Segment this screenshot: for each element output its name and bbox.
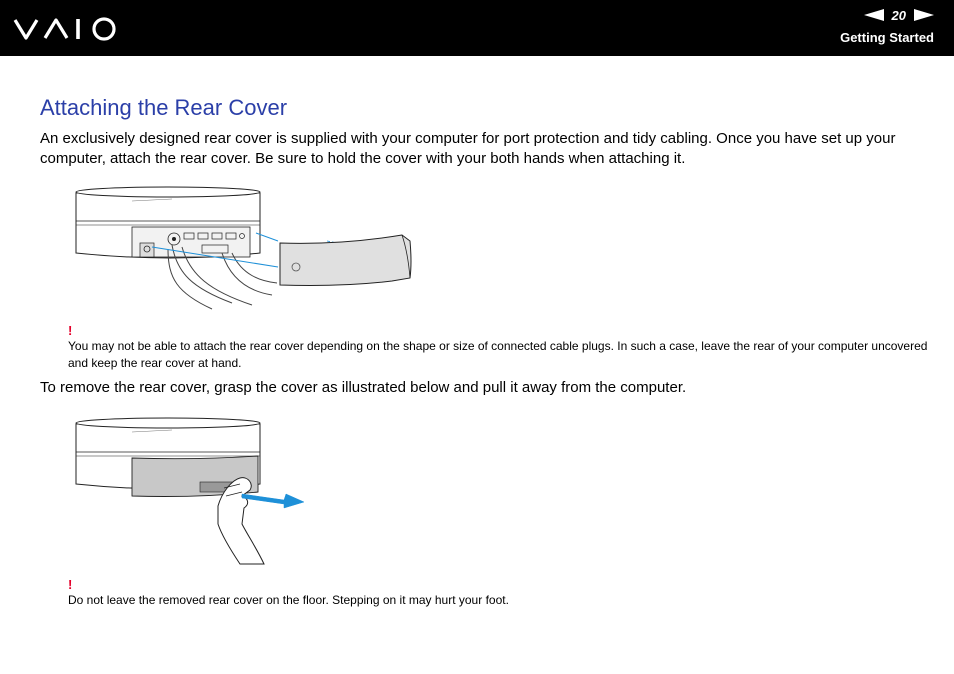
note-floor-warning: Do not leave the removed rear cover on the floor. Stepping on it may hurt your foot.: [68, 593, 509, 607]
vaio-logo: [12, 14, 122, 42]
intro-paragraph: An exclusively designed rear cover is supplied with your computer for port protection and tidy cabling. Once you have set up your computer, attach the rear cover. Be sure to hold the cover with your both hands when attaching it.: [40, 130, 896, 167]
page-title: Attaching the Rear Cover: [40, 95, 288, 120]
remove-rear-cover-illustration: [72, 414, 312, 569]
next-page-icon[interactable]: [914, 9, 934, 21]
note-cable-plugs: You may not be able to attach the rear cover depending on the shape or size of connected cable plugs. In such a case, leave the rear of your computer uncovered and keep the rear cover at hand.: [68, 339, 928, 370]
page-number: 20: [891, 7, 906, 23]
remove-paragraph: To remove the rear cover, grasp the cover as illustrated below and pull it away from the computer.: [40, 379, 687, 396]
page-navigation: [864, 6, 934, 24]
attach-rear-cover-illustration: [72, 183, 417, 323]
header-bar: [0, 0, 954, 56]
warning-mark: !: [68, 323, 73, 338]
warning-mark: !: [68, 577, 73, 592]
prev-page-icon[interactable]: [864, 9, 884, 21]
section-title: Getting Started: [840, 30, 934, 45]
